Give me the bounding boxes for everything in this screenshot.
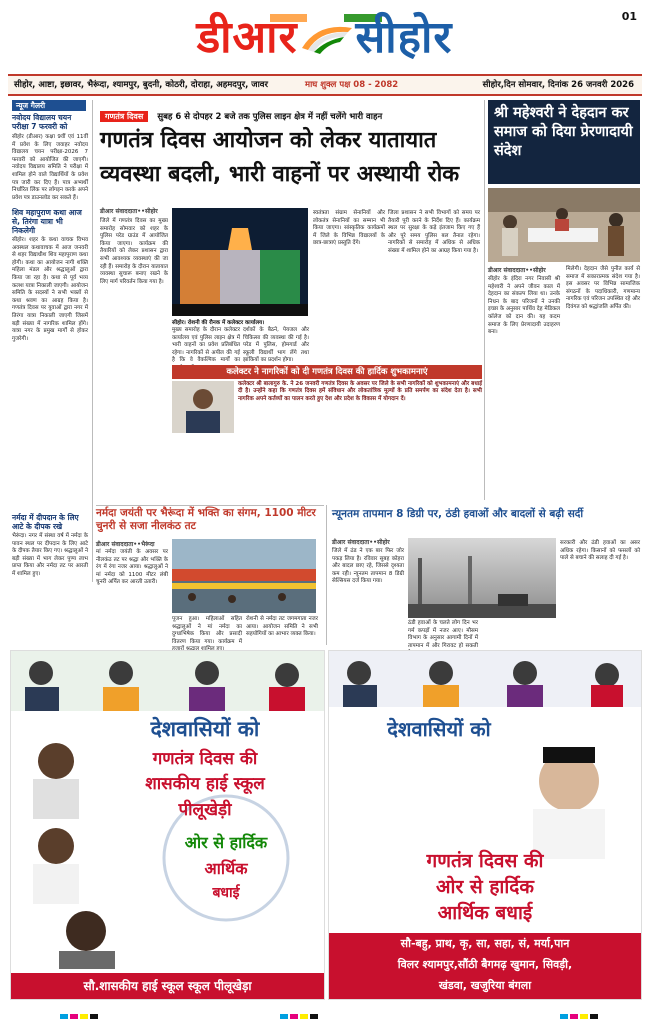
main-kicker-row xyxy=(100,104,480,122)
dateline: सीहोर,दिन सोमवार, दिनांक 26 जनवरी 2026 xyxy=(482,80,634,90)
ad-left xyxy=(10,650,325,1000)
main-headline-line2: व्यवस्था बदली, भारी वाहनों पर अस्थायी रोक xyxy=(100,162,460,187)
main-headline-line1: गणतंत्र दिवस आयोजन को लेकर यातायात xyxy=(100,128,437,153)
collector-photo xyxy=(172,381,234,433)
edition-strip xyxy=(8,74,642,96)
masthead-part2: सीहोर xyxy=(355,12,453,63)
ad-left-footer: सौ.शासकीय हाई स्कूल स्कूल पीलूखेड़ा xyxy=(11,973,324,999)
collector-box-title: कलेक्टर ने नागरिकों को दी गणतंत्र दिवस की हार्दिक शुभकामनाएं xyxy=(172,365,482,379)
right-col2: मिलेगी। देहदान जैसे पुनीत कार्य से समाज में सकारात्मक संदेश गया है। इस अवसर पर विभिन्न सामाजिक संगठनों के पदाधिकारी, गणमान्य नागरिक एवं परिजन उपस्थित रहे और दिवंगत को श्रद्धांजलि अर्पित की। xyxy=(566,266,640,310)
registration-marks xyxy=(60,1004,100,1023)
ad-right-line1: देशवासियों को xyxy=(387,717,491,741)
narmada-col1: मां नर्मदा जयंती के अवसर पर नीलकंठ तट पर श्रद्धा और भक्ति के रंग में रंगा नजर आया। श्रद्धालुओं ने मां नर्मदा को 1100 मीटर लंबी चुनरी अर्पित कर आरती उतारी। xyxy=(96,549,168,586)
masthead-part1: डीआर xyxy=(196,12,298,63)
weather-col3: सरकारी और ठंडी हवाओं का असर अधिक रहेगा। किसानों को फसलों को पाले से बचाने की सलाह दी गई है। xyxy=(560,540,640,562)
main-byline: डीआर संवाददाता••सीहोर xyxy=(100,208,158,215)
gallery-story1-body: सीहोर (डीआर) कक्षा 9वीं एवं 11वीं में प्रवेश के लिए जवाहर नवोदय विद्यालय चयन परीक्षा-2026 7 फरवरी को आयोजित की जाएगी। नवोदय विद्यालय समिति ने परीक्षा में शामिल होने वाले विद्यार्थियों के प्रवेश पत्र जारी कर दिए हैं। पात्र अभ्यर्थी निर्धारित लिंक पर लॉगइन करके अपने प्रवेश पत्र डाउनलोड कर सकते हैं। xyxy=(12,134,88,201)
page-number: 01 xyxy=(621,10,637,23)
ad-left-line3: शासकीय हाई स्कूल xyxy=(145,774,265,794)
ad-right-line3: ओर से हार्दिक xyxy=(436,876,534,898)
ad-left-line4: पीलूखेड़ी xyxy=(178,800,232,820)
main-kicker: गणतंत्र दिवस xyxy=(100,111,148,122)
masthead-title xyxy=(0,12,649,64)
dehdan-photo xyxy=(488,188,640,262)
section-divider xyxy=(96,505,324,506)
gallery-story2-headline: शिव महापुराण कथा आज से, तिरंगा यात्रा भी निकलेगी xyxy=(12,208,82,235)
weather-col2: ठंडी हवाओं के चलते लोग दिन भर गर्म कपड़ों में नजर आए। मौसम विभाग के अनुसार आगामी दिनों में तापमान में और गिरावट हो सकती xyxy=(408,620,478,649)
ad-left-line2: गणतंत्र दिवस की xyxy=(152,749,258,769)
main-col5: जिला प्रशासन ने सभी विभागों को समय पर तैयारी पूरी करने के निर्देश दिए हैं। कार्यक्रम स्थल पर सुरक्षा के कड़े इंतजाम किए गए हैं और पूरे समय पुलिस बल तैनात रहेगा। नागरिकों से समारोह में अधिक से अधिक संख्या में शामिल होने का आग्रह किया गया है। xyxy=(388,210,480,254)
column-divider xyxy=(92,100,93,582)
main-col2: मुख्य समारोह के दौरान कलेक्टर कार्यालय एवं पुलिस लाइन क्षेत्र में भारी वाहनों का प्रवेश प्रतिबंधित रहेगा। नागरिकों से अपील की गई है कि वे वैकल्पिक मार्गों का xyxy=(172,327,240,364)
ad-right-line4: आर्थिक बधाई xyxy=(437,902,533,924)
gallery-story3-headline: नर्मदा में दीपदान के लिए आटे के दीपक रखे xyxy=(12,513,79,531)
ad-right-footer-line3: खंडवा, खजुरिया बंगला xyxy=(438,979,532,992)
narmada-col2: पूजन हुआ। महिलाओं सहित श्रद्धालुओं ने मां नर्मदा का दुग्धाभिषेक किया और प्रसादी वितरण किया गया। कार्यक्रम में xyxy=(172,616,242,645)
narmada-col3: रोशनी से नर्मदा तट जगमगाता नजर आया। आयोजन समिति ने सभी सहयोगियों का आभार व्यक्त किया। xyxy=(246,616,318,638)
main-col4: स्वतंत्रता संग्राम सेनानियों और लोकतंत्र सेनानियों का सम्मान भी किया जाएगा। सांस्कृतिक कार्यक्रमों में जिले के विभिन्न विद्यालयों के छात्र-छात्राएं प्रस्तुति देंगे। xyxy=(313,210,385,247)
ad-left-line7: बधाई xyxy=(212,885,240,901)
right-byline: डीआर संवाददाता••सीहोर xyxy=(488,267,546,274)
ad-left-line1: देशवासियों को xyxy=(150,717,260,741)
collectorate-photo xyxy=(172,208,308,316)
main-photo-caption: सीहोर। रोशनी की रौनक में कलेक्टर कार्यालय। xyxy=(172,320,265,326)
ad-right xyxy=(328,650,642,1000)
flag-emblem xyxy=(298,16,356,54)
main-col1: जिले में गणतंत्र दिवस का मुख्य समारोह सोमवार को शहर के पुलिस परेड ग्राउंड में आयोजित किया जाएगा। कार्यक्रम की तैयारियों को लेकर प्रशासन द्वारा सभी आवश्यक व्यवस्थाएं की जा रही हैं। समारोह के दौरान यातायात व्यवस्था सुचारू बनाए रखने के लिए मार्ग परिवर्तन किया गया है। xyxy=(100,218,168,285)
main-headline xyxy=(100,124,480,192)
weather-headline: न्यूनतम तापमान 8 डिग्री पर, ठंडी हवाओं और बादलों से बढ़ी सर्दी xyxy=(332,508,584,520)
gallery-story2-body: सीहोर। शहर के कथा वाचक विभव अवस्थल कथावाचक में आज जनवरी से शहर विद्याधीश शिव महापुराण कथा होगी। कथा का आयोजन नागी शक्ति महिला मंडल और श्रद्धालुओं द्वारा किया जा रहा है। कथा से पूर्व भव्य कलश यात्रा निकाली जाएगी। आयोजन समिति के सदस्यों ने सभी भक्तों से कथा श्रवण का आग्रह किया है। गणतंत्र दिवस पर युवाओं द्वारा नगर में तिरंगा यात्रा निकाली जाएगी जिसमें बड़ी संख्या में नागरिक शामिल होंगे। यात्रा नगर के प्रमुख मार्गों से होकर गुजरेगी। xyxy=(12,237,88,342)
main-col3: दर्शकों के बैठने, पेयजल और चिकित्सा की व्यवस्था की गई है। परेड में पुलिस, होमगार्ड और स्कूली विद्यार्थी भाग लेंगे तथा झांकियों का प्रदर्शन होगा। xyxy=(243,327,309,364)
ad-right-footer xyxy=(329,933,641,999)
column-divider xyxy=(326,505,327,645)
news-gallery-label: न्यूज गैलरी xyxy=(12,100,86,111)
right-col1: सीहोर के इंदिरा नगर निवासी श्री महेश्वरी ने अपने जीवन काल में देहदान का संकल्प लिया था। उनके निधन के बाद परिजनों ने उनकी इच्छा के अनुसार पार्थिव देह मेडिकल कॉलेज को दान की। यह कदम समाज के लिए प्रेरणादायी उदाहरण बना। xyxy=(488,276,560,336)
ad-right-footer-line1: सौ-बहु, प्राथ, कृ, सा, सहा, सं, मर्या,पान xyxy=(400,937,570,950)
collector-box-body: कलेक्टर श्री बालागुरु के. ने 26 जनवरी गणतंत्र दिवस के अवसर पर जिले के सभी नागरिकों को शुभकामनाएं और बधाई दी है। उन्होंने कहा कि गणतंत्र दिवस हमें संविधान और लोकतांत्रिक मूल्यों के प्रति समर्पण का संदेश देता है। सभी नागरिक अपने कर्तव्यों का पालन करते हुए देश और प्रदेश के विकास में योगदान दें। xyxy=(238,381,482,402)
column-divider xyxy=(484,100,485,500)
registration-marks xyxy=(560,1004,600,1023)
registration-marks xyxy=(280,1004,320,1023)
narmada-byline: डीआर संवाददाता••भैरूंदा xyxy=(96,541,155,548)
hindu-calendar-date: माघ शुक्ल पक्ष 08 - 2082 xyxy=(305,80,399,90)
narmada-headline: नर्मदा जयंती पर भैरूंदा में भक्ति का संगम, 1100 मीटर चुनरी से सजा नीलकंठ तट xyxy=(96,507,316,532)
narmada-photo xyxy=(172,539,316,613)
weather-byline: डीआर संवाददाता••सीहोर xyxy=(332,539,390,546)
fog-photo xyxy=(408,538,556,618)
gallery-story1-headline: नवोदय विद्यालय चयन परीक्षा 7 फरवरी को xyxy=(12,113,72,131)
ad-left-line5: ओर से हार्दिक xyxy=(184,833,268,852)
ad-left-line6: आर्थिक xyxy=(204,859,248,878)
gallery-story3-body: भैरूंदा। नगर में संस्था वर्ष में नर्मदा के पावन स्थल पर दीपदान के लिए आटे के दीपक तैयार किए गए। श्रद्धालुओं ने बड़ी संख्या में भाग लेकर पुण्य लाभ प्राप्त किया और नर्मदा तट पर आरती में शामिल हुए। xyxy=(12,533,88,577)
weather-col1: जिले में ठंड ने एक बार फिर जोर पकड़ लिया है। रविवार सुबह कोहरा और बादल छाए रहे, जिससे दृश्यता कम रही। न्यूनतम तापमान 8 डिग्री सेल्सियस दर्ज किया गया। xyxy=(332,548,404,585)
main-subhead: सुबह 6 से दोपहर 2 बजे तक पुलिस लाइन क्षेत्र में नहीं चलेंगे भारी वाहन xyxy=(157,112,383,122)
right-headline: श्री महेश्वरी ने देहदान कर समाज को दिया प्रेरणादायी संदेश xyxy=(488,100,640,184)
ad-right-footer-line2: विलर श्यामपुर,सौंठी बैगमढ़ खुमान, सिवड़ी, xyxy=(397,958,573,971)
edition-cities: सीहोर, आष्टा, इछावर, भैरूंदा, श्यामपुर, बुदनी, कोठरी, दोराहा, अहमदपुर, जावर xyxy=(14,80,269,90)
ad-right-line2: गणतंत्र दिवस की xyxy=(426,850,544,872)
